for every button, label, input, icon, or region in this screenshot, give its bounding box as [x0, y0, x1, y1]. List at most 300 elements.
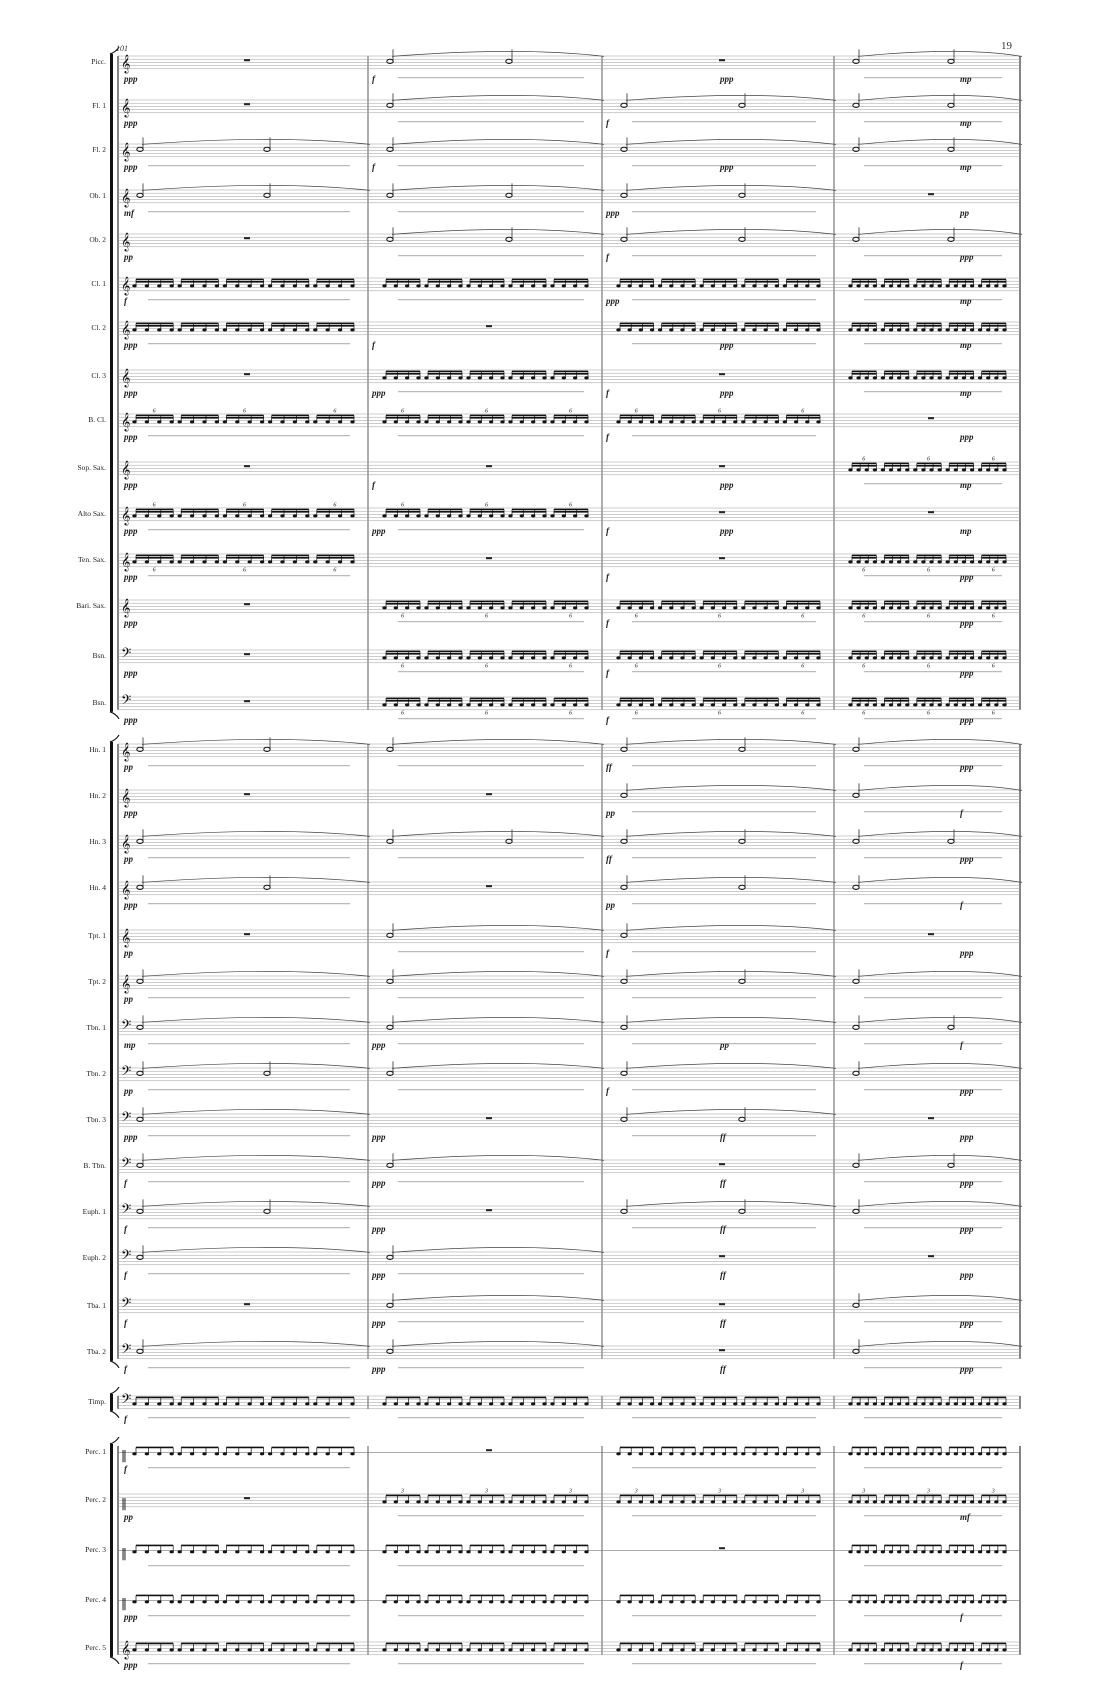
notehead [436, 1500, 440, 1503]
notehead [506, 237, 512, 241]
notehead [739, 193, 745, 197]
dynamic-marking: ppp [124, 161, 138, 172]
notehead [913, 606, 917, 609]
tuplet-mark: 6 [862, 710, 866, 717]
notehead [573, 1648, 577, 1651]
notehead [145, 1600, 149, 1603]
tie [142, 877, 370, 882]
tie [142, 1247, 370, 1252]
dynamic-marking: pp [720, 1039, 729, 1050]
notehead [873, 606, 877, 609]
notehead [326, 328, 330, 331]
notehead [897, 376, 901, 379]
tie [142, 739, 370, 744]
notehead [542, 1600, 546, 1603]
notehead [865, 284, 869, 287]
tie [858, 831, 1022, 836]
notehead [248, 1402, 252, 1405]
notehead [962, 1550, 966, 1553]
notehead [382, 514, 386, 517]
notehead [986, 606, 990, 609]
notehead [848, 560, 852, 563]
notehead [202, 328, 206, 331]
notehead [929, 376, 933, 379]
notehead [520, 1648, 524, 1651]
notehead [508, 703, 512, 706]
notehead [881, 560, 885, 563]
notehead [639, 1500, 643, 1503]
tie [392, 1155, 604, 1160]
instrument-label: Hn. 2 [89, 791, 106, 801]
dynamic-marking: ff [720, 1317, 726, 1328]
tuplet-mark: 6 [862, 663, 866, 670]
notehead [621, 147, 627, 151]
notehead [775, 656, 779, 659]
notehead [856, 560, 860, 563]
notehead [313, 1452, 317, 1455]
dynamic-marking: ppp [124, 1131, 138, 1142]
dynamic-marking: ppp [124, 73, 138, 84]
bass-clef-icon: 𝄢 [121, 1247, 132, 1266]
notehead [775, 703, 779, 706]
notehead [962, 468, 966, 471]
tie [392, 51, 604, 56]
notehead [466, 656, 470, 659]
dynamic-marking: ppp [124, 617, 138, 628]
notehead [178, 1648, 182, 1651]
notehead [157, 284, 161, 287]
notehead [692, 1600, 696, 1603]
notehead [573, 1500, 577, 1503]
group-bracket [110, 1394, 113, 1411]
notehead [447, 1648, 451, 1651]
notehead [170, 1600, 174, 1603]
notehead [1002, 1500, 1006, 1503]
instrument-label: Tpt. 1 [88, 931, 106, 941]
notehead [816, 1452, 820, 1455]
tie [858, 1201, 1022, 1206]
notehead [816, 656, 820, 659]
tuplet-mark: 6 [718, 663, 721, 670]
measure-number: 101 [116, 44, 128, 53]
notehead [447, 514, 451, 517]
bracket-hook-top [110, 1387, 119, 1394]
notehead [741, 1648, 745, 1651]
notehead [500, 656, 504, 659]
notehead [775, 1500, 779, 1503]
notehead [905, 1452, 909, 1455]
notehead [938, 376, 942, 379]
notehead [248, 1600, 252, 1603]
tuplet-mark: 3 [927, 1488, 930, 1495]
tie [858, 877, 1022, 882]
notehead [853, 747, 859, 751]
dynamic-marking: f [960, 1611, 963, 1622]
notehead [986, 1452, 990, 1455]
notehead [986, 328, 990, 331]
notehead [573, 703, 577, 706]
notehead [466, 1550, 470, 1553]
notehead [132, 560, 136, 563]
notehead [722, 284, 726, 287]
notehead [775, 1452, 779, 1455]
notehead [946, 284, 950, 287]
notehead [170, 560, 174, 563]
notehead [848, 376, 852, 379]
notehead [508, 1402, 512, 1405]
treble-clef-icon: 𝄞 [121, 142, 131, 161]
notehead [621, 979, 627, 983]
dynamic-marking: ppp [124, 1659, 138, 1670]
dynamic-marking: ff [606, 761, 612, 772]
notehead [616, 1600, 620, 1603]
notehead [573, 606, 577, 609]
tuplet-mark: 3 [569, 1488, 572, 1495]
notehead [550, 1402, 554, 1405]
notehead [639, 1402, 643, 1405]
tie [142, 1201, 370, 1206]
dynamic-marking: mf [124, 207, 134, 218]
notehead [938, 1550, 942, 1553]
notehead [235, 560, 239, 563]
notehead [260, 420, 264, 423]
notehead [794, 1452, 798, 1455]
rest [719, 59, 725, 61]
notehead [970, 376, 974, 379]
notehead [752, 1648, 756, 1651]
notehead [416, 1648, 420, 1651]
notehead [280, 284, 284, 287]
notehead [692, 1452, 696, 1455]
notehead [897, 1600, 901, 1603]
notehead [856, 376, 860, 379]
notehead [848, 1500, 852, 1503]
notehead [794, 1600, 798, 1603]
notehead [458, 514, 462, 517]
notehead [447, 703, 451, 706]
notehead [752, 284, 756, 287]
notehead [531, 1550, 535, 1553]
notehead [962, 703, 966, 706]
notehead [338, 1550, 342, 1553]
notehead [805, 1452, 809, 1455]
notehead [970, 1452, 974, 1455]
notehead [986, 1402, 990, 1405]
notehead [680, 420, 684, 423]
tuplet-mark: 6 [927, 456, 930, 463]
notehead [881, 1550, 885, 1553]
notehead [145, 514, 149, 517]
notehead [929, 560, 933, 563]
tuplet-mark: 6 [927, 567, 930, 574]
notehead [489, 1600, 493, 1603]
notehead [897, 560, 901, 563]
notehead [550, 284, 554, 287]
notehead [387, 1255, 393, 1259]
notehead [338, 420, 342, 423]
notehead [215, 328, 219, 331]
notehead [658, 606, 662, 609]
notehead [405, 656, 409, 659]
notehead [775, 284, 779, 287]
notehead [190, 1402, 194, 1405]
bass-clef-icon: 𝄢 [121, 1109, 132, 1128]
rest [928, 511, 934, 513]
notehead [873, 1648, 877, 1651]
notehead [478, 703, 482, 706]
tie [142, 1017, 370, 1022]
notehead [550, 1500, 554, 1503]
notehead [394, 376, 398, 379]
notehead [223, 560, 227, 563]
notehead [157, 1550, 161, 1553]
notehead [313, 560, 317, 563]
notehead [305, 1402, 309, 1405]
notehead [913, 328, 917, 331]
notehead [805, 606, 809, 609]
notehead [752, 1402, 756, 1405]
notehead [639, 1452, 643, 1455]
notehead [326, 284, 330, 287]
rest [928, 417, 934, 419]
notehead [853, 237, 859, 241]
notehead [350, 284, 354, 287]
notehead [986, 1600, 990, 1603]
notehead [436, 284, 440, 287]
notehead [889, 656, 893, 659]
notehead [848, 1452, 852, 1455]
notehead [752, 1600, 756, 1603]
notehead [280, 1402, 284, 1405]
notehead [190, 1648, 194, 1651]
notehead [994, 328, 998, 331]
bracket-hook-bottom [110, 712, 119, 719]
notehead [889, 1500, 893, 1503]
notehead [741, 656, 745, 659]
notehead [215, 1402, 219, 1405]
dynamic-marking: ppp [124, 807, 138, 818]
bracket-hook-top [110, 47, 119, 54]
notehead [215, 560, 219, 563]
notehead [616, 1402, 620, 1405]
notehead [733, 328, 737, 331]
notehead [305, 328, 309, 331]
tie [392, 831, 604, 836]
notehead [305, 1550, 309, 1553]
notehead [416, 1402, 420, 1405]
notehead [382, 1402, 386, 1405]
dynamic-marking: f [606, 714, 609, 725]
notehead [921, 284, 925, 287]
notehead [873, 1452, 877, 1455]
notehead [387, 839, 393, 843]
notehead [531, 376, 535, 379]
notehead [508, 1550, 512, 1553]
notehead [994, 703, 998, 706]
notehead [387, 979, 393, 983]
notehead [853, 793, 859, 797]
rest [486, 1117, 492, 1119]
notehead [584, 1550, 588, 1553]
notehead [856, 1648, 860, 1651]
notehead [889, 1648, 893, 1651]
notehead [921, 1550, 925, 1553]
notehead [542, 703, 546, 706]
notehead [650, 703, 654, 706]
notehead [280, 514, 284, 517]
notehead [178, 328, 182, 331]
rest [244, 603, 250, 605]
notehead [584, 284, 588, 287]
rest [719, 1349, 725, 1351]
notehead [711, 284, 715, 287]
notehead [921, 560, 925, 563]
notehead [680, 328, 684, 331]
notehead [794, 328, 798, 331]
notehead [889, 376, 893, 379]
notehead [853, 1349, 859, 1353]
perc-clef-icon: ‖ [121, 1546, 127, 1560]
notehead [500, 1550, 504, 1553]
notehead [929, 1500, 933, 1503]
notehead [889, 1600, 893, 1603]
notehead [938, 328, 942, 331]
notehead [889, 328, 893, 331]
tie [858, 1017, 1022, 1022]
notehead [202, 1402, 206, 1405]
notehead [466, 1500, 470, 1503]
notehead [178, 1550, 182, 1553]
notehead [382, 1648, 386, 1651]
rest [719, 1163, 725, 1165]
notehead [458, 606, 462, 609]
notehead [405, 1550, 409, 1553]
notehead [881, 1500, 885, 1503]
notehead [954, 376, 958, 379]
notehead [938, 1402, 942, 1405]
notehead [506, 193, 512, 197]
notehead [921, 376, 925, 379]
notehead [865, 1402, 869, 1405]
notehead [650, 1452, 654, 1455]
notehead [338, 284, 342, 287]
notehead [764, 1402, 768, 1405]
dynamic-marking: f [124, 1177, 127, 1188]
notehead [692, 1500, 696, 1503]
dynamic-marking: ppp [720, 73, 734, 84]
notehead [248, 420, 252, 423]
notehead [962, 1452, 966, 1455]
notehead [881, 1402, 885, 1405]
treble-clef-icon: 𝄞 [121, 974, 131, 993]
notehead [616, 656, 620, 659]
notehead [856, 468, 860, 471]
instrument-label: Cl. 3 [91, 371, 106, 381]
dynamic-marking: f [606, 387, 609, 398]
notehead [616, 420, 620, 423]
notehead [394, 1600, 398, 1603]
rest [486, 465, 492, 467]
notehead [436, 606, 440, 609]
notehead [711, 703, 715, 706]
notehead [178, 1600, 182, 1603]
notehead [783, 1648, 787, 1651]
tuplet-mark: 6 [569, 710, 572, 717]
notehead [157, 328, 161, 331]
tuplet-mark: 6 [485, 613, 488, 620]
tie [858, 785, 1022, 790]
notehead [639, 606, 643, 609]
notehead [873, 1550, 877, 1553]
notehead [722, 1648, 726, 1651]
tuplet-mark: 6 [401, 663, 404, 670]
notehead [794, 606, 798, 609]
notehead [489, 1500, 493, 1503]
notehead [741, 420, 745, 423]
dynamic-marking: ppp [124, 571, 138, 582]
instrument-label: Tpt. 2 [88, 977, 106, 987]
tie [858, 51, 1022, 56]
notehead [921, 1500, 925, 1503]
notehead [416, 514, 420, 517]
tie [392, 1063, 604, 1068]
notehead [962, 1402, 966, 1405]
tuplet-mark: 6 [991, 567, 995, 574]
notehead [313, 514, 317, 517]
notehead [853, 147, 859, 151]
notehead [739, 1117, 745, 1121]
rest [244, 793, 250, 795]
notehead [1002, 1600, 1006, 1603]
notehead [628, 656, 632, 659]
notehead [313, 420, 317, 423]
rest [244, 653, 250, 655]
notehead [520, 656, 524, 659]
instrument-label: Tbn. 1 [86, 1023, 106, 1033]
notehead [478, 606, 482, 609]
notehead [741, 284, 745, 287]
notehead [458, 703, 462, 706]
notehead [478, 514, 482, 517]
notehead [658, 1600, 662, 1603]
tuplet-mark: 6 [991, 710, 995, 717]
notehead [542, 1550, 546, 1553]
notehead [881, 1600, 885, 1603]
notehead [621, 747, 627, 751]
dynamic-marking: pp [606, 807, 615, 818]
notehead [562, 1600, 566, 1603]
notehead [508, 606, 512, 609]
notehead [905, 1500, 909, 1503]
notehead [764, 420, 768, 423]
tie [858, 139, 1022, 144]
notehead [741, 1600, 745, 1603]
notehead [978, 1550, 982, 1553]
notehead [897, 468, 901, 471]
rest [719, 373, 725, 375]
bracket-hook-bottom [110, 1361, 119, 1368]
notehead [416, 1500, 420, 1503]
page-number: 19 [1001, 40, 1012, 52]
notehead [764, 328, 768, 331]
dynamic-marking: ppp [720, 387, 734, 398]
notehead [405, 1500, 409, 1503]
notehead [1002, 284, 1006, 287]
dynamic-marking: f [606, 117, 609, 128]
notehead [775, 1648, 779, 1651]
notehead [132, 420, 136, 423]
notehead [938, 1500, 942, 1503]
